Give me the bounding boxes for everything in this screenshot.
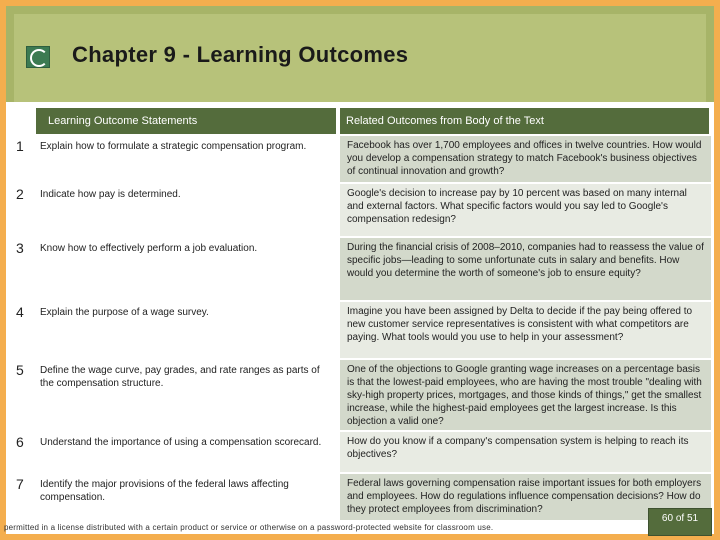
circle-bullet-icon (26, 46, 50, 68)
page-number-badge: 60 of 51 (648, 508, 712, 536)
slide-content (6, 102, 714, 534)
statement-cell: Understand the importance of using a compensation scorecard. (40, 437, 322, 448)
row-number: 3 (16, 240, 24, 256)
table-row (16, 302, 711, 358)
row-number: 4 (16, 304, 24, 320)
row-number: 2 (16, 186, 24, 202)
row-number: 6 (16, 434, 24, 450)
column-header-statements-label: Learning Outcome Statements (48, 115, 198, 127)
related-cell: Imagine you have been assigned by Delta to decide if the pay being offered to new customer service representatives is consistent with what competitors are paying. What tools would you use to help in your assessment? (340, 302, 711, 358)
table-row (16, 360, 711, 430)
row-number: 1 (16, 138, 24, 154)
row-number: 7 (16, 476, 24, 492)
related-cell: How do you know if a company's compensation system is helping to reach its objectives? (340, 432, 711, 472)
table-row (16, 432, 711, 472)
column-header-related (340, 108, 709, 134)
table-row (16, 474, 711, 520)
statement-cell: Explain how to formulate a strategic compensation program. (40, 141, 307, 152)
related-cell: Google's decision to increase pay by 10 percent was based on many internal and external factors. What specific factors would you say led to Google's compensation redesign? (340, 184, 711, 236)
related-cell: During the financial crisis of 2008–2010, companies had to reassess the value of specific jobs—leading to some unfortunate cuts in salary and benefits. How would you determine the worth of someone's job to ensure equity? (340, 238, 711, 300)
statement-cell: Indicate how pay is determined. (40, 189, 181, 200)
statement-cell: Identify the major provisions of the federal laws affecting compensation. (40, 479, 289, 503)
statement-cell: Explain the purpose of a wage survey. (40, 307, 209, 318)
row-number: 5 (16, 362, 24, 378)
statement-cell: Know how to effectively perform a job evaluation. (40, 243, 258, 254)
related-cell: Federal laws governing compensation raise important issues for both employers and employees. How do regulations influence compensation decisions? How do they protect employees from discrimination? (340, 474, 711, 520)
statement-cell: Define the wage curve, pay grades, and rate ranges as parts of the compensation structure. (40, 365, 320, 389)
table-row (16, 136, 711, 182)
related-cell: Facebook has over 1,700 employees and offices in twelve countries. How would you develop a compensation strategy to match Facebook's business objectives of continual innovation and growth? (340, 136, 711, 182)
column-header-related-label: Related Outcomes from Body of the Text (346, 115, 544, 127)
slide-title: Chapter 9 - Learning Outcomes (72, 42, 409, 67)
related-cell: One of the objections to Google granting wage increases on a percentage basis is that the lowest-paid employees, who are having the most trouble "dealing with sky-high property prices, mortgages, and those kinds of things," get the smallest increase, while the highest-paid employees get the largest increase. Is this objection a valid one? (340, 360, 711, 430)
table-row (16, 184, 711, 236)
copyright-footer: permitted in a license distributed with a certain product or service or otherwise on a password-protected website for classroom use. (4, 523, 494, 532)
column-header-statements (36, 108, 336, 134)
table-row (16, 238, 711, 300)
